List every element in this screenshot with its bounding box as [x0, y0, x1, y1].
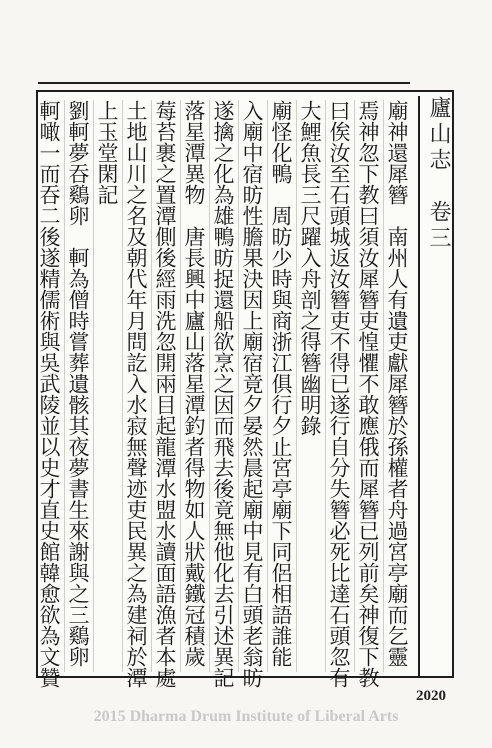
column-rule [296, 100, 297, 672]
text-column: 曰俟汝至石頭城返汝簪吏不得已遂行自分失簪必死比達石頭忽有 [327, 100, 351, 688]
column-rule [267, 100, 268, 672]
page-number: 2020 [416, 688, 446, 704]
text-column: 上玉堂閑記 [95, 100, 119, 205]
text-column: 落星潭異物 唐長興中廬山落星潭釣者得物如人狀戴鐵冠積歲 [182, 100, 206, 667]
column-rule [64, 100, 65, 672]
text-column: 廟神還犀簪 南州人有遺吏獻犀簪於孫權者舟過宮亭廟而乞靈 [385, 100, 409, 667]
text-column: 土地山川之名及朝代年月問訖入水寂無聲迹吏民異之為建祠於潭 [124, 100, 148, 688]
column-rule [209, 100, 210, 672]
text-column: 廟怪化鴨 周昉少時與商浙江俱行夕止宮亭廟下同侶相語誰能 [269, 100, 293, 667]
text-column: 軻噉一而吞二後遂精儒術與吳武陵並以史才直史館韓愈欲為文贊 [37, 100, 61, 688]
book-title: 廬山志 卷三 [426, 96, 451, 252]
header-rule [38, 82, 410, 84]
watermark: 2015 Dharma Drum Institute of Liberal Arts [93, 708, 399, 725]
text-column: 大鯉魚長三尺躍入舟剖之得簪幽明錄 [298, 100, 322, 436]
column-rule [180, 100, 181, 672]
header-divider [418, 96, 420, 676]
column-rule [354, 100, 355, 672]
column-rule [383, 100, 384, 672]
text-column: 莓苔裹之置潭側後經雨洗忽開兩目起龍潭水盟水讀面語漁者本處 [153, 100, 177, 688]
column-rule [325, 100, 326, 672]
column-rule [151, 100, 152, 672]
text-column: 遂擒之化為雄鴨昉捉還船欲烹之因而飛去後竟無他化去引述異記 [211, 100, 235, 688]
text-column: 入廟中宿昉性膽果決因上廟宿竟夕晏然晨起廟中見有白頭老翁昉 [240, 100, 264, 688]
column-rule [238, 100, 239, 672]
column-rule [122, 100, 123, 672]
text-column: 焉神忽下教曰須汝犀簪吏惶懼不敢應俄而犀簪已列前矣神復下教 [356, 100, 380, 688]
column-rule [93, 100, 94, 672]
text-column: 劉軻夢吞鷄卵 軻為僧時嘗葬遺骸其夜夢書生來謝與之三鷄卵 [66, 100, 90, 667]
